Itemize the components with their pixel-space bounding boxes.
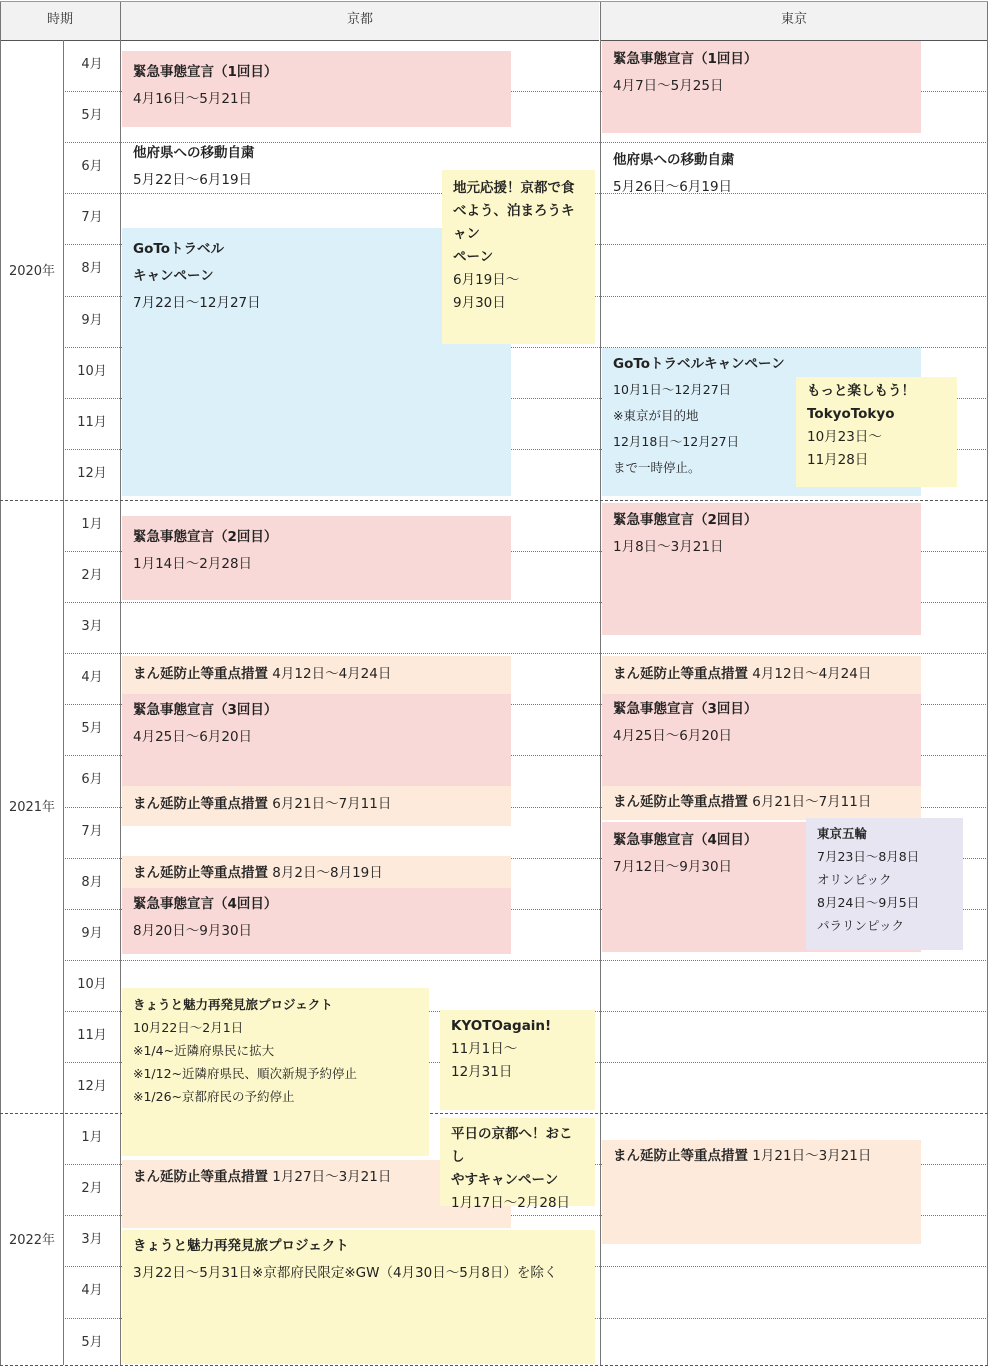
tokyo-mambo-3-dates: 1月21日〜3月21日 [752,1148,872,1164]
kyoto-project-1-note2: ※1/12~近隣府県民、順次新規予約停止 [133,1066,358,1081]
month-label: 11月 [77,415,107,430]
header-period: 時期 [0,2,120,41]
kyoto-heijitsu-campaign [440,1118,595,1211]
tokyo-mambo-2-title: まん延防止等重点措置 [613,794,748,810]
tokyo-mambo-3-title: まん延防止等重点措置 [613,1148,748,1164]
tokyo-olympics-line2: オリンピック [817,872,892,887]
kyoto-jimoto-line5: 9月30日 [453,295,506,311]
month-label: 7月 [81,824,103,839]
kyoto-again [440,1010,595,1110]
kyoto-project-2-title: きょうと魅力再発見旅プロジェクト [133,1238,349,1254]
month-label: 6月 [81,772,103,787]
kyoto-mambo-1-dates: 4月12日〜4月24日 [272,666,392,682]
tokyo-mambo-1-dates: 4月12日〜4月24日 [752,666,872,682]
grid-year-line [0,1365,988,1366]
kyoto-goto-line2: キャンペーン [133,268,214,284]
grid-month-line [63,960,988,961]
month-label: 10月 [77,364,107,379]
month-label: 4月 [81,57,103,72]
kyoto-emergency-4 [122,888,511,954]
tokyo-goto-line4: まで一時停止。 [613,460,701,475]
kyoto-emergency-3-dates: 4月25日〜6月20日 [133,729,253,745]
kyoto-goto-dates: 7月22日〜12月27日 [133,295,261,311]
kyoto-project-1 [122,988,429,1156]
kyoto-heijitsu-line3: 1月17日〜2月28日 [451,1195,571,1211]
month-label: 7月 [81,210,103,225]
month-label: 2月 [81,1181,103,1196]
tokyo-mambo-3 [602,1140,921,1244]
tokyo-emergency-3-title: 緊急事態宣言（3回目） [613,701,758,717]
grid-vline [0,2,1,1365]
kyoto-jimoto-line2: べよう、泊まろうキャン [453,203,575,242]
tokyo-motto-line4: 11月28日 [807,452,869,468]
header-kyoto: 京都 [121,2,599,41]
tokyo-olympics [806,818,963,950]
kyoto-emergency-1-title: 緊急事態宣言（1回目） [133,64,278,80]
tokyo-motto-line1: もっと楽しもう！ [807,383,915,399]
kyoto-emergency-3 [122,694,511,786]
kyoto-mambo-3-title: まん延防止等重点措置 [133,865,268,881]
year-label-2022: 2022年 [8,1233,56,1248]
tokyo-olympics-line1: 7月23日〜8月8日 [817,849,920,864]
tokyo-goto-title: GoToトラベルキャンペーン [613,356,785,372]
grid-year-line [0,500,988,501]
kyoto-mambo-2-title: まん延防止等重点措置 [133,796,268,812]
grid-top-line [0,1,988,2]
kyoto-jimoto-line4: 6月19日〜 [453,272,520,288]
tokyo-goto-line2: ※東京が目的地 [613,408,699,423]
tokyo-emergency-3-dates: 4月25日〜6月20日 [613,728,733,744]
tokyo-emergency-2-title: 緊急事態宣言（2回目） [613,512,758,528]
kyoto-jimoto-campaign [442,170,595,344]
kyoto-jimoto-line3: ペーン [453,249,494,265]
kyoto-project-1-dates: 10月22日〜2月1日 [133,1020,244,1035]
month-label: 5月 [81,1335,103,1350]
kyoto-again-line1: 11月1日〜 [451,1041,518,1057]
kyoto-emergency-2 [122,516,511,600]
month-label: 12月 [77,466,107,481]
tokyo-move-restraint [602,139,921,195]
year-label-2020: 2020年 [8,264,56,279]
tokyo-emergency-1-title: 緊急事態宣言（1回目） [613,51,758,67]
tokyo-olympics-title: 東京五輪 [817,826,868,841]
tokyo-goto-line3: 12月18日〜12月27日 [613,434,740,449]
kyoto-project-1-title: きょうと魅力再発見旅プロジェクト [133,997,333,1012]
kyoto-emergency-1 [122,51,511,127]
kyoto-again-title: KYOTOagain! [451,1018,552,1034]
kyoto-heijitsu-line1: 平日の京都へ！おこし [451,1126,573,1165]
kyoto-mambo-1 [122,656,511,694]
kyoto-emergency-1-dates: 4月16日〜5月21日 [133,91,253,107]
tokyo-emergency-2 [602,503,921,635]
kyoto-project-1-note3: ※1/26~京都府民の予約停止 [133,1089,295,1104]
month-label: 3月 [81,1232,103,1247]
header-tokyo: 東京 [601,2,987,41]
month-label: 1月 [81,517,103,532]
kyoto-goto-line1: GoToトラベル [133,241,225,257]
kyoto-emergency-4-dates: 8月20日〜9月30日 [133,923,253,939]
month-label: 2月 [81,568,103,583]
month-label: 6月 [81,159,103,174]
kyoto-move-title: 他府県への移動自粛 [133,145,255,161]
kyoto-emergency-2-dates: 1月14日〜2月28日 [133,556,253,572]
tokyo-emergency-1-dates: 4月7日〜5月25日 [613,78,724,94]
kyoto-mambo-1-title: まん延防止等重点措置 [133,666,268,682]
kyoto-emergency-2-title: 緊急事態宣言（2回目） [133,529,278,545]
month-label: 8月 [81,261,103,276]
year-label-2021: 2021年 [8,800,56,815]
kyoto-project-1-note1: ※1/4~近隣府県民に拡大 [133,1043,275,1058]
tokyo-move-dates: 5月26日〜6月19日 [613,179,733,195]
month-label: 4月 [81,670,103,685]
month-label: 4月 [81,1283,103,1298]
tokyo-mambo-1-title: まん延防止等重点措置 [613,666,748,682]
kyoto-mambo-4-dates: 1月27日〜3月21日 [272,1169,392,1185]
month-label: 3月 [81,619,103,634]
grid-vline [987,2,988,1365]
tokyo-emergency-1 [602,41,921,133]
kyoto-project-2-dates: 3月22日〜5月31日※京都府民限定※GW（4月30日〜5月8日）を除く [133,1265,558,1281]
kyoto-mambo-3-dates: 8月2日〜8月19日 [272,865,383,881]
kyoto-move-dates: 5月22日〜6月19日 [133,172,253,188]
kyoto-mambo-2 [122,786,511,826]
kyoto-emergency-4-title: 緊急事態宣言（4回目） [133,896,278,912]
month-label: 5月 [81,108,103,123]
tokyo-mambo-2-dates: 6月21日〜7月11日 [752,794,872,810]
month-label: 12月 [77,1079,107,1094]
kyoto-heijitsu-line2: やすキャンペーン [451,1172,559,1188]
tokyo-mambo-1 [602,656,921,694]
tokyo-goto-line1: 10月1日〜12月27日 [613,382,732,397]
month-label: 9月 [81,313,103,328]
tokyo-emergency-4-dates: 7月12日〜9月30日 [613,859,733,875]
grid-month-line [63,653,988,654]
kyoto-project-2 [122,1230,595,1364]
tokyo-emergency-3 [602,694,921,786]
grid-vline [120,2,121,1365]
tokyo-emergency-2-dates: 1月8日〜3月21日 [613,539,724,555]
month-label: 8月 [81,875,103,890]
month-label: 10月 [77,977,107,992]
tokyo-emergency-4-title: 緊急事態宣言（4回目） [613,832,758,848]
kyoto-emergency-3-title: 緊急事態宣言（3回目） [133,702,278,718]
month-label: 5月 [81,721,103,736]
month-label: 1月 [81,1130,103,1145]
month-label: 9月 [81,926,103,941]
tokyo-olympics-line3: 8月24日〜9月5日 [817,895,920,910]
kyoto-mambo-4-title: まん延防止等重点措置 [133,1169,268,1185]
kyoto-again-line2: 12月31日 [451,1064,513,1080]
grid-vline [600,2,601,1365]
kyoto-move-restraint [122,132,442,192]
kyoto-mambo-2-dates: 6月21日〜7月11日 [272,796,392,812]
kyoto-mambo-3 [122,856,511,888]
tokyo-motto-campaign [796,377,957,487]
tokyo-move-title: 他府県への移動自粛 [613,152,735,168]
tokyo-motto-line3: 10月23日〜 [807,429,882,445]
month-label: 11月 [77,1028,107,1043]
kyoto-jimoto-line1: 地元応援！京都で食 [453,180,575,196]
tokyo-mambo-2 [602,786,921,820]
tokyo-olympics-line4: パラリンピック [817,918,905,933]
tokyo-motto-line2: TokyoTokyo [807,406,895,422]
